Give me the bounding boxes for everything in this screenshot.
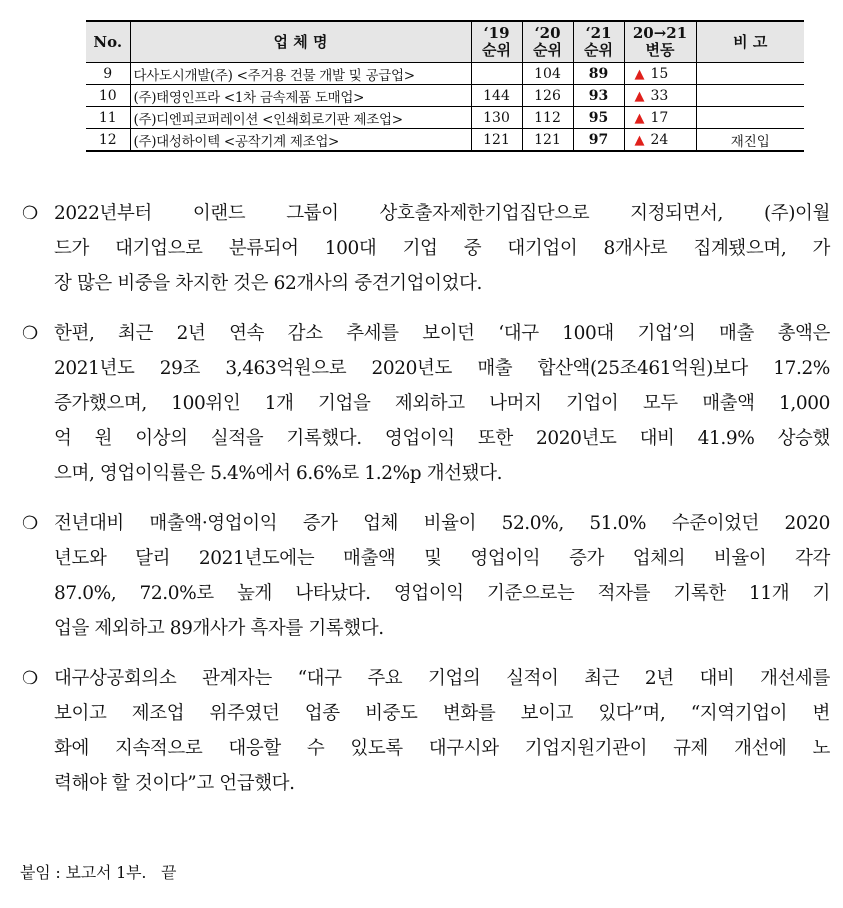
change-value: 24 xyxy=(650,131,669,148)
header-rank19: ‘19 순위 xyxy=(471,21,522,63)
header-no: No. xyxy=(86,21,130,63)
paragraph-line: 드가 대기업으로 분류되어 100대 기업 중 대기업이 8개사로 집계됐으며, 가 xyxy=(54,238,830,259)
paragraph-line: 력해야 할 것이다”고 언급했다. xyxy=(54,773,295,794)
paragraph-text xyxy=(54,661,830,801)
cell-rank20: 104 xyxy=(522,63,573,85)
cell-no: 11 xyxy=(86,107,130,129)
paragraph-line: 화에 지속적으로 대응할 수 있도록 대구시와 기업지원기관이 규제 개선에 노 xyxy=(54,738,830,759)
header-rank20: ‘20 순위 xyxy=(522,21,573,63)
change-value: 17 xyxy=(650,109,669,126)
table-header-row xyxy=(86,21,804,63)
cell-rank19: 144 xyxy=(471,85,522,107)
cell-note xyxy=(696,63,804,85)
paragraph-line: 업을 제외하고 89개사가 흑자를 기록했다. xyxy=(54,618,384,639)
cell-note xyxy=(696,85,804,107)
table-row xyxy=(86,129,804,152)
paragraph-line: 2022년부터 이랜드 그룹이 상호출자제한기업집단으로 지정되면서, (주)이월 xyxy=(54,203,830,224)
up-triangle-icon: ▲ xyxy=(634,88,645,104)
ranking-table xyxy=(86,20,804,152)
paragraph xyxy=(20,196,830,301)
cell-no: 12 xyxy=(86,129,130,152)
cell-change xyxy=(624,63,696,85)
change-value: 15 xyxy=(650,65,669,82)
cell-rank19: 130 xyxy=(471,107,522,129)
cell-no: 9 xyxy=(86,63,130,85)
cell-rank21: 93 xyxy=(573,85,624,107)
cell-rank19 xyxy=(471,63,522,85)
paragraph-text xyxy=(54,196,830,301)
cell-company: (주)디엔피코퍼레이션 <인쇄회로기판 제조업> xyxy=(130,107,471,129)
cell-note xyxy=(696,107,804,129)
cell-change xyxy=(624,85,696,107)
paragraph xyxy=(20,316,830,491)
up-triangle-icon: ▲ xyxy=(634,132,645,148)
header-note: 비 고 xyxy=(696,21,804,63)
header-rank21: ‘21 순위 xyxy=(573,21,624,63)
paragraph xyxy=(20,506,830,646)
end-mark: 끝 xyxy=(160,863,177,882)
up-triangle-icon: ▲ xyxy=(634,110,645,126)
paragraph xyxy=(20,661,830,801)
table-row xyxy=(86,107,804,129)
table-row xyxy=(86,85,804,107)
cell-rank20: 112 xyxy=(522,107,573,129)
cell-rank20: 121 xyxy=(522,129,573,152)
paragraph-line: 대구상공회의소 관계자는 “대구 주요 기업의 실적이 최근 2년 대비 개선세를 xyxy=(54,668,830,689)
attachment-line xyxy=(20,860,176,883)
cell-company: (주)태영인프라 <1차 금속제품 도매업> xyxy=(130,85,471,107)
circle-bullet-icon: ❍ xyxy=(22,203,39,224)
paragraph-line: 증가했으며, 100위인 1개 기업을 제외하고 나머지 기업이 모두 매출액 1,000 xyxy=(54,393,830,414)
circle-bullet-icon: ❍ xyxy=(22,323,39,344)
cell-no: 10 xyxy=(86,85,130,107)
paragraph-line: 한편, 최근 2년 연속 감소 추세를 보이던 ‘대구 100대 기업’의 매출 총액은 xyxy=(54,323,830,344)
paragraph-line: 으며, 영업이익률은 5.4%에서 6.6%로 1.2%p 개선됐다. xyxy=(54,463,503,484)
table-row xyxy=(86,63,804,85)
paragraph-line: 년도와 달리 2021년도에는 매출액 및 영업이익 증가 업체의 비율이 각각 xyxy=(54,548,830,569)
paragraph-line: 억 원 이상의 실적을 기록했다. 영업이익 또한 2020년도 대비 41.9% 상승했 xyxy=(54,428,830,449)
paragraph-line: 보이고 제조업 위주였던 업종 비중도 변화를 보이고 있다”며, “지역기업이 변 xyxy=(54,703,830,724)
up-triangle-icon: ▲ xyxy=(634,66,645,82)
cell-change xyxy=(624,129,696,152)
paragraph-text xyxy=(54,316,830,491)
paragraph-line: 87.0%, 72.0%로 높게 나타났다. 영업이익 기준으로는 적자를 기록한 11개 기 xyxy=(54,583,830,604)
attachment-text: 보고서 1부. xyxy=(65,863,147,882)
paragraph-line: 전년대비 매출액·영업이익 증가 업체 비율이 52.0%, 51.0% 수준이었던 2020 xyxy=(54,513,830,534)
change-value: 33 xyxy=(650,87,669,104)
circle-bullet-icon: ❍ xyxy=(22,668,39,689)
cell-company: (주)대성하이텍 <공작기계 제조업> xyxy=(130,129,471,152)
cell-company: 다사도시개발(주) <주거용 건물 개발 및 공급업> xyxy=(130,63,471,85)
paragraph-line: 장 많은 비중을 차지한 것은 62개사의 중견기업이었다. xyxy=(54,273,482,294)
attachment-label: 붙임 : xyxy=(20,863,61,882)
paragraph-text xyxy=(54,506,830,646)
cell-rank21: 95 xyxy=(573,107,624,129)
circle-bullet-icon: ❍ xyxy=(22,513,39,534)
header-change: 20→21 변동 xyxy=(624,21,696,63)
cell-note: 재진입 xyxy=(696,129,804,152)
cell-rank20: 126 xyxy=(522,85,573,107)
cell-rank21: 89 xyxy=(573,63,624,85)
header-company: 업 체 명 xyxy=(130,21,471,63)
body-paragraphs xyxy=(20,196,830,816)
cell-rank21: 97 xyxy=(573,129,624,152)
paragraph-line: 2021년도 29조 3,463억원으로 2020년도 매출 합산액(25조461억원)보다 17.2% xyxy=(54,358,830,379)
cell-change xyxy=(624,107,696,129)
cell-rank19: 121 xyxy=(471,129,522,152)
